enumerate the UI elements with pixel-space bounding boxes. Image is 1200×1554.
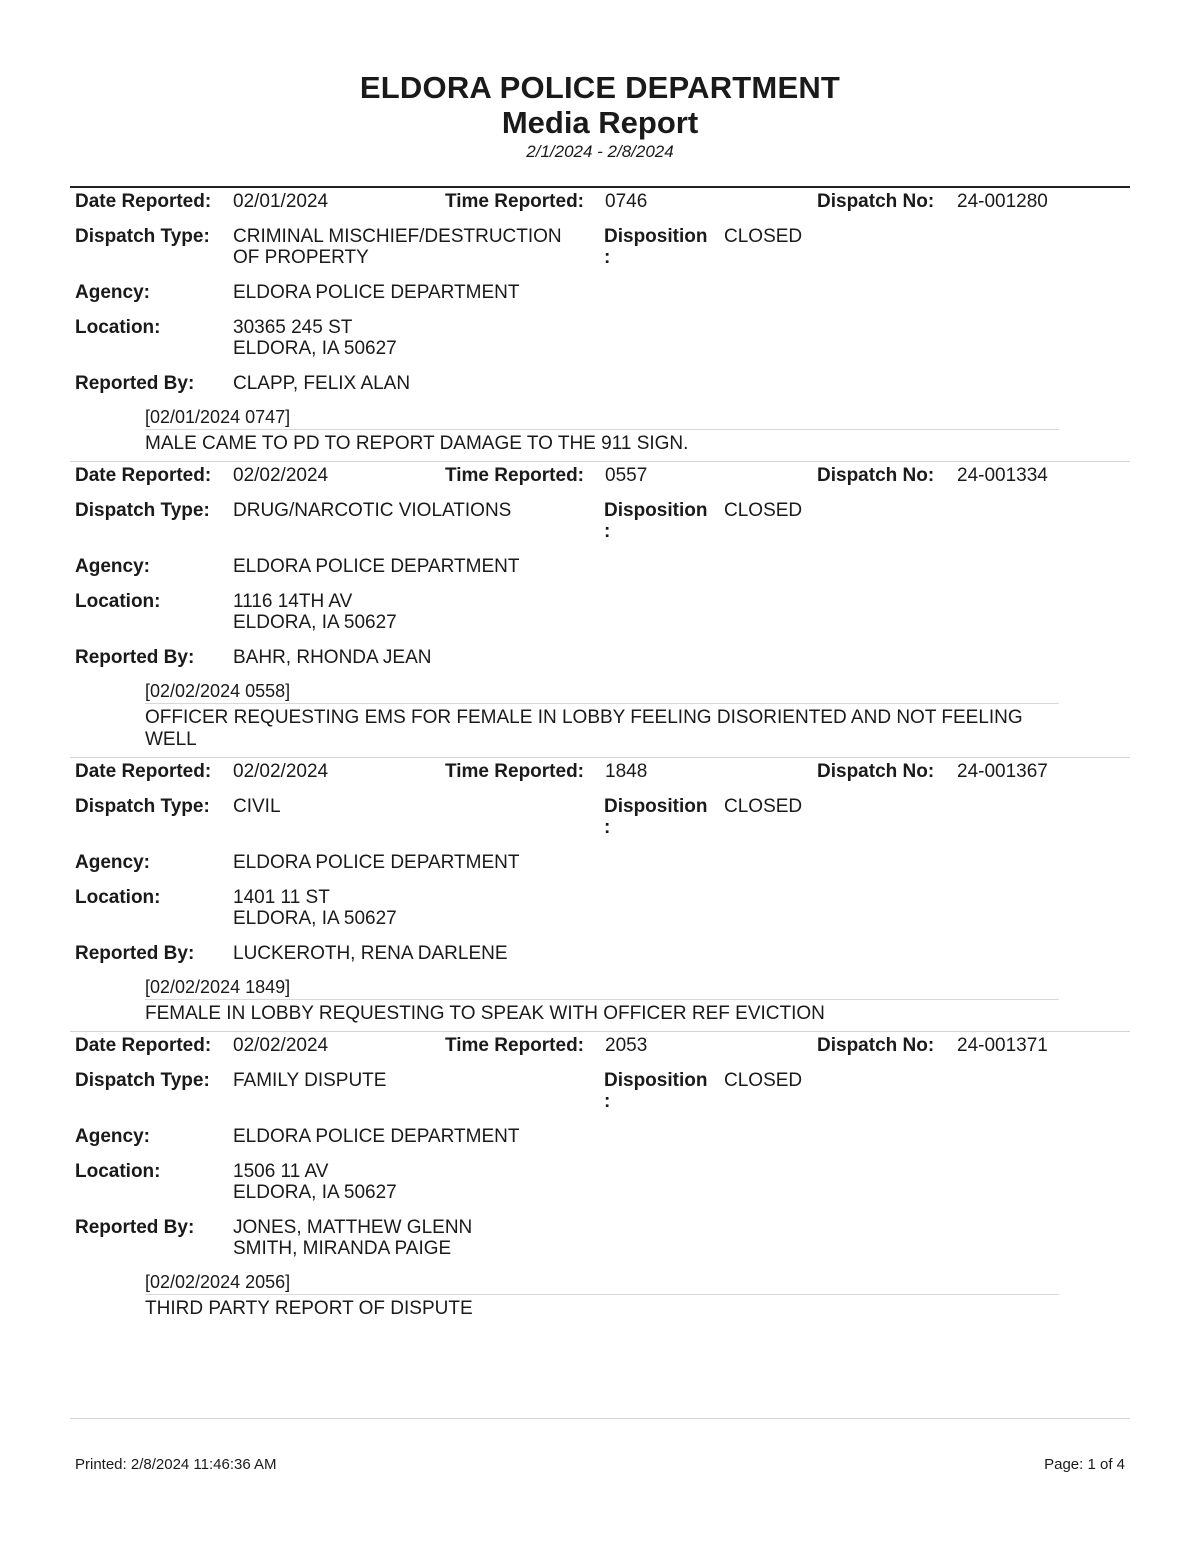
time-reported-value: 0557 [605, 465, 648, 486]
note-text-line: OFFICER REQUESTING EMS FOR FEMALE IN LOBBY FEELING DISORIENTED AND NOT FEELING [145, 707, 1023, 728]
agency-row [70, 282, 1130, 303]
location-value-line: 1506 11 AV [233, 1161, 329, 1182]
reported-by-value [233, 943, 508, 964]
time-reported-value: 1848 [605, 761, 648, 782]
time-reported-label: Time Reported: [445, 1035, 585, 1056]
agency-row [70, 1126, 1130, 1147]
location-value [233, 1161, 397, 1203]
location-value-line: 1116 14TH AV [233, 591, 353, 612]
dispatch-type-row [70, 500, 1130, 542]
agency-label: Agency: [75, 852, 150, 873]
dispatch-type-value [233, 1070, 604, 1112]
location-value-line: ELDORA, IA 50627 [233, 908, 397, 929]
agency-row [70, 556, 1130, 577]
location-value-line: 30365 245 ST [233, 317, 353, 338]
reported-by-row [70, 943, 1130, 964]
dispatch-type-row [70, 1070, 1130, 1112]
reported-by-value-line: SMITH, MIRANDA PAIGE [233, 1238, 452, 1259]
agency-label: Agency: [75, 282, 150, 303]
note-text-line: WELL [145, 729, 197, 750]
note-timestamp: [02/01/2024 0747] [145, 406, 1059, 430]
reported-by-row [70, 647, 1130, 668]
dispatch-no-label: Dispatch No: [817, 761, 935, 782]
dispatch-record [70, 461, 1130, 757]
record-summary-row [70, 188, 1130, 212]
note-text-line: MALE CAME TO PD TO REPORT DAMAGE TO THE 911 SIGN. [145, 433, 689, 454]
narrative-note [145, 406, 1059, 455]
reported-by-label: Reported By: [75, 943, 195, 964]
note-text [145, 1000, 1059, 1025]
reported-by-value-line: JONES, MATTHEW GLENN [233, 1217, 473, 1238]
disposition-label-text: Disposition [604, 226, 708, 247]
reported-by-value [233, 647, 431, 668]
disposition-value: CLOSED [724, 1070, 803, 1091]
note-timestamp: [02/02/2024 0558] [145, 680, 1059, 704]
disposition-label-text: Disposition [604, 1070, 708, 1091]
date-reported-label: Date Reported: [75, 191, 212, 212]
location-label: Location: [75, 1161, 161, 1182]
time-reported-value: 2053 [605, 1035, 648, 1056]
bottom-divider [70, 1418, 1130, 1419]
disposition-label-colon: : [604, 1091, 611, 1112]
dispatch-type-value-line: CRIMINAL MISCHIEF/DESTRUCTION [233, 226, 562, 247]
agency-label: Agency: [75, 556, 150, 577]
dispatch-record [70, 186, 1130, 461]
disposition-label-colon: : [604, 817, 611, 838]
agency-value: ELDORA POLICE DEPARTMENT [233, 556, 520, 577]
reported-by-value-line: BAHR, RHONDA JEAN [233, 647, 432, 668]
date-reported-label: Date Reported: [75, 465, 212, 486]
dispatch-type-value-line: CIVIL [233, 796, 281, 817]
location-label: Location: [75, 887, 161, 908]
disposition-value: CLOSED [724, 500, 803, 521]
disposition-value: CLOSED [724, 796, 803, 817]
disposition-label [604, 1070, 724, 1112]
dispatch-type-value-line: FAMILY DISPUTE [233, 1070, 387, 1091]
record-summary-row [70, 758, 1130, 782]
disposition-label-colon: : [604, 247, 611, 268]
location-label: Location: [75, 591, 161, 612]
disposition-label-text: Disposition [604, 796, 708, 817]
narrative-note [145, 1271, 1059, 1320]
report-header [0, 70, 1200, 163]
agency-value: ELDORA POLICE DEPARTMENT [233, 1126, 520, 1147]
dispatch-no-label: Dispatch No: [817, 1035, 935, 1056]
report-title: Media Report [501, 105, 699, 140]
date-reported-value: 02/02/2024 [233, 465, 329, 486]
dispatch-no-value: 24-001367 [957, 761, 1048, 782]
note-timestamp: [02/02/2024 2056] [145, 1271, 1059, 1295]
date-reported-label: Date Reported: [75, 761, 212, 782]
dispatch-type-row [70, 796, 1130, 838]
dispatch-no-value: 24-001334 [957, 465, 1048, 486]
date-reported-value: 02/02/2024 [233, 1035, 329, 1056]
time-reported-label: Time Reported: [445, 465, 585, 486]
dispatch-type-label: Dispatch Type: [75, 226, 210, 247]
reported-by-value-line: LUCKEROTH, RENA DARLENE [233, 943, 508, 964]
reported-by-row [70, 373, 1130, 394]
dispatch-type-row [70, 226, 1130, 268]
note-text-line: FEMALE IN LOBBY REQUESTING TO SPEAK WITH OFFICER REF EVICTION [145, 1003, 825, 1024]
dispatch-no-value: 24-001280 [957, 191, 1048, 212]
records-list [70, 186, 1130, 1326]
dispatch-type-value-line: DRUG/NARCOTIC VIOLATIONS [233, 500, 512, 521]
time-reported-label: Time Reported: [445, 191, 585, 212]
note-timestamp: [02/02/2024 1849] [145, 976, 1059, 1000]
dispatch-record [70, 757, 1130, 1031]
reported-by-label: Reported By: [75, 1217, 195, 1238]
location-value-line: 1401 11 ST [233, 887, 330, 908]
dispatch-type-label: Dispatch Type: [75, 796, 210, 817]
agency-value: ELDORA POLICE DEPARTMENT [233, 852, 520, 873]
location-label: Location: [75, 317, 161, 338]
agency-value: ELDORA POLICE DEPARTMENT [233, 282, 520, 303]
reported-by-value-line: CLAPP, FELIX ALAN [233, 373, 411, 394]
disposition-label-text: Disposition [604, 500, 708, 521]
agency-title: ELDORA POLICE DEPARTMENT [359, 70, 841, 105]
agency-row [70, 852, 1130, 873]
dispatch-record [70, 1031, 1130, 1326]
reported-by-value [233, 1217, 472, 1259]
location-row [70, 887, 1130, 929]
location-row [70, 591, 1130, 633]
page-number: Page: 1 of 4 [1044, 1456, 1125, 1473]
narrative-note [145, 976, 1059, 1025]
printed-timestamp: Printed: 2/8/2024 11:46:36 AM [75, 1456, 277, 1473]
dispatch-type-value [233, 500, 604, 542]
disposition-label [604, 226, 724, 268]
date-range: 2/1/2024 - 2/8/2024 [526, 142, 674, 161]
reported-by-row [70, 1217, 1130, 1259]
location-value [233, 591, 397, 633]
dispatch-no-value: 24-001371 [957, 1035, 1048, 1056]
dispatch-no-label: Dispatch No: [817, 191, 935, 212]
record-summary-row [70, 462, 1130, 486]
dispatch-type-value-line: OF PROPERTY [233, 247, 369, 268]
note-text [145, 430, 1059, 455]
reported-by-label: Reported By: [75, 647, 195, 668]
disposition-label [604, 796, 724, 838]
location-value [233, 317, 397, 359]
dispatch-type-value [233, 796, 604, 838]
disposition-label [604, 500, 724, 542]
date-reported-label: Date Reported: [75, 1035, 212, 1056]
reported-by-label: Reported By: [75, 373, 195, 394]
location-row [70, 1161, 1130, 1203]
disposition-value: CLOSED [724, 226, 803, 247]
location-value-line: ELDORA, IA 50627 [233, 612, 397, 633]
location-value [233, 887, 397, 929]
agency-label: Agency: [75, 1126, 150, 1147]
record-summary-row [70, 1032, 1130, 1056]
note-text-line: THIRD PARTY REPORT OF DISPUTE [145, 1298, 473, 1319]
note-text [145, 1295, 1059, 1320]
reported-by-value [233, 373, 410, 394]
location-value-line: ELDORA, IA 50627 [233, 338, 397, 359]
location-value-line: ELDORA, IA 50627 [233, 1182, 397, 1203]
dispatch-type-label: Dispatch Type: [75, 1070, 210, 1091]
date-reported-value: 02/01/2024 [233, 191, 329, 212]
date-reported-value: 02/02/2024 [233, 761, 329, 782]
dispatch-no-label: Dispatch No: [817, 465, 935, 486]
time-reported-label: Time Reported: [445, 761, 585, 782]
dispatch-type-value [233, 226, 604, 268]
note-text [145, 704, 1059, 751]
narrative-note [145, 680, 1059, 751]
location-row [70, 317, 1130, 359]
disposition-label-colon: : [604, 521, 611, 542]
time-reported-value: 0746 [605, 191, 648, 212]
dispatch-type-label: Dispatch Type: [75, 500, 210, 521]
